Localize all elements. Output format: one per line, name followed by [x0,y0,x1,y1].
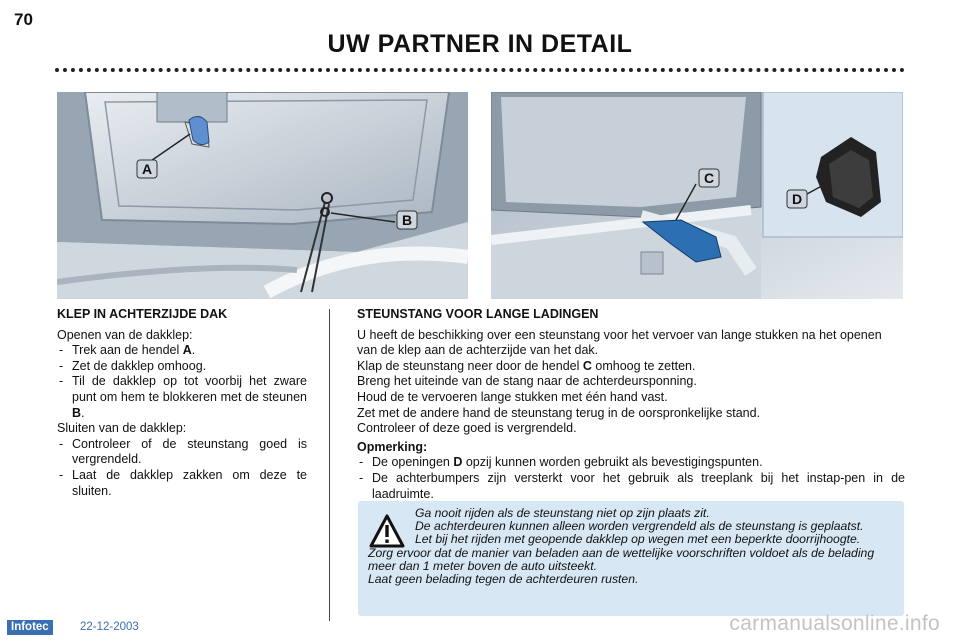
list-item: - De achterbumpers zijn versterkt voor het gebruik als treeplank bij het instap-pen in de laadruimte. [357,471,905,502]
list-item: - Laat de dakklep zakken om deze te sluiten. [57,468,307,499]
warning-box [358,501,904,616]
paragraph: Zet met de andere hand de steunstang terug in de oorspronkelijke stand. [357,405,761,420]
paragraph: Controleer of deze goed is vergrendeld. [357,421,577,436]
load-bar-illustration [491,92,903,299]
load-bar-heading: STEUNSTANG VOOR LANGE LADINGEN [357,307,599,321]
opening-intro: Openen van de dakklep: [57,327,193,342]
column-divider [329,309,330,621]
opening-steps [57,343,307,421]
footer-date: 22-12-2003 [80,621,139,633]
list-item: - Controleer of de steunstang goed is vergrendeld. [57,437,307,468]
warning-line: Zorg ervoor dat de manier van beladen aan de wettelijke voorschriften voldoet als de belading meer dan 1 meter boven de auto uitsteekt. [368,545,875,573]
page-title: UW PARTNER IN DETAIL [327,30,633,58]
list-item: - De openingen D opzij kunnen worden gebruikt als bevestigingspunten. [357,455,905,471]
warning-text [368,507,894,586]
warning-line: Laat geen belading tegen de achterdeuren rusten. [368,572,639,587]
closing-intro: Sluiten van de dakklep: [57,421,187,436]
roof-flap-heading: KLEP IN ACHTERZIJDE DAK [57,307,228,321]
warning-line: De achterdeuren kunnen alleen worden vergrendeld als de steunstang is geplaatst. [415,519,864,534]
list-item: - Trek aan de hendel A. [57,343,307,359]
list-item: - Zet de dakklep omhoog. [57,359,307,375]
paragraph: Breng het uiteinde van de stang naar de achterdeursponning. [357,374,697,389]
callout-d: D [791,191,803,207]
callout-b: B [401,212,413,228]
list-item: - Til de dakklep op tot voorbij het zware punt om hem te blokkeren met de steunen B. [57,374,307,421]
watermark: carmanualsonline.info [729,612,940,635]
paragraph: U heeft de beschikking over een steunstang voor het vervoer van lange stukken na het openen van de klep aan de achterzijde van het dak. [357,327,882,358]
note-list [357,455,905,502]
load-bar-section [357,307,905,502]
warning-line: Ga nooit rijden als de steunstang niet op zijn plaats zit. [415,506,710,520]
dotted-rule [55,68,905,72]
infotec-logo: Infotec [7,620,53,635]
roof-flap-section [57,307,307,499]
callout-a: A [141,161,153,177]
warning-line: Let bij het rijden met geopende dakklep op wegen met een beperkte doorrijhoogte. [415,532,861,547]
paragraph: Klap de steunstang neer door de hendel C omhoog te zetten. [357,358,696,373]
closing-steps [57,437,307,499]
roof-flap-illustration [57,92,468,299]
callout-c: C [703,170,715,186]
note-label: Opmerking: [357,439,428,454]
paragraph: Houd de te vervoeren lange stukken met één hand vast. [357,389,668,404]
page-number: 70 [14,10,33,29]
